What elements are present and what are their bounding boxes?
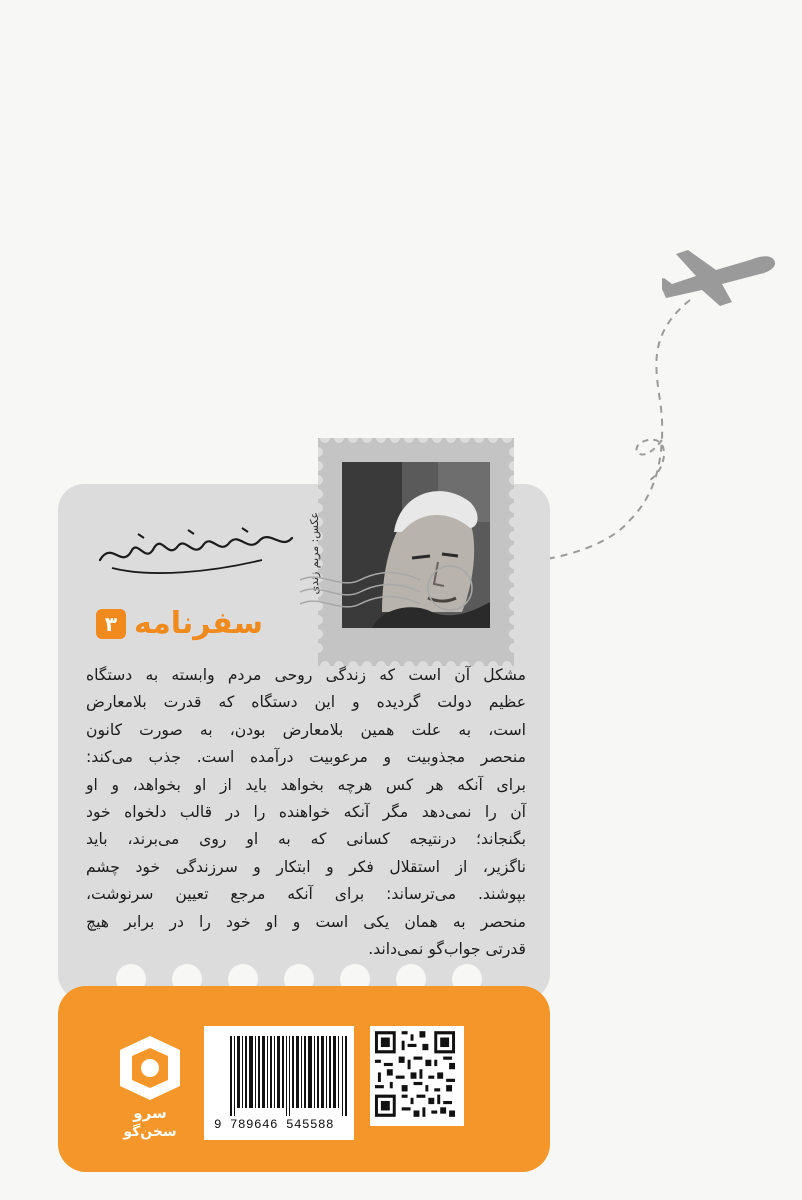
postage-stamp [318,438,514,666]
isbn-number: 9 789646 545588 [214,1118,335,1132]
svg-text:سرو: سرو [133,1104,167,1122]
blurb-line: منحصر مجذوبیت و مرعوبیت درآمده است. جذب می‌کند: [86,748,526,767]
isbn-barcode [204,1026,354,1140]
blurb-line: قدرتی جواب‌گو نمی‌داند. [368,940,526,959]
blurb-line: عظیم دولت گردیده و این دستگاه که قدرت بلامعارض [86,693,526,712]
blurb-line: ناگزیر، از استقلال فکر و ابتکار و سرزندگی خود چشم [86,857,526,876]
photo-credit: عکس: مریم زندی [308,512,321,595]
barcode [230,1036,348,1116]
blurb-line: بگنجاند؛ درنتیجه کسانی که به او روی می‌برند، باید [86,830,526,849]
series-number-badge: ۳ [96,609,126,639]
blurb-line: برای آنکه هر کس هرچه بخواهد باید از او بخواهد، و او [86,775,526,794]
svg-text:سخن‌گو: سخن‌گو [123,1124,177,1140]
blurb-line: است، به علت همین بلامعارض بودن، به صورت کانون [86,720,526,739]
blurb-line: مشکل آن است که زندگی روحی مردم وابسته به دستگاه [86,666,526,684]
airplane-icon [662,240,780,310]
postmark [300,560,520,620]
series-title-row [96,604,263,644]
back-cover-blurb [86,662,526,963]
blurb-line: آن را نمی‌دهد مگر آنکه خواهنده را در قالب دلخواه خود [86,803,526,822]
blurb-line: منحصر به همان یکی است و او خود را در برابر هیچ [86,912,526,931]
publisher-logo [110,1030,190,1140]
blurb-line: بپوشند. می‌ترساند: برای آنکه مرجع تعیین سرنوشت، [86,885,526,904]
qr-code [370,1026,464,1126]
series-title: سفرنامه [134,606,264,641]
author-signature [92,520,312,580]
